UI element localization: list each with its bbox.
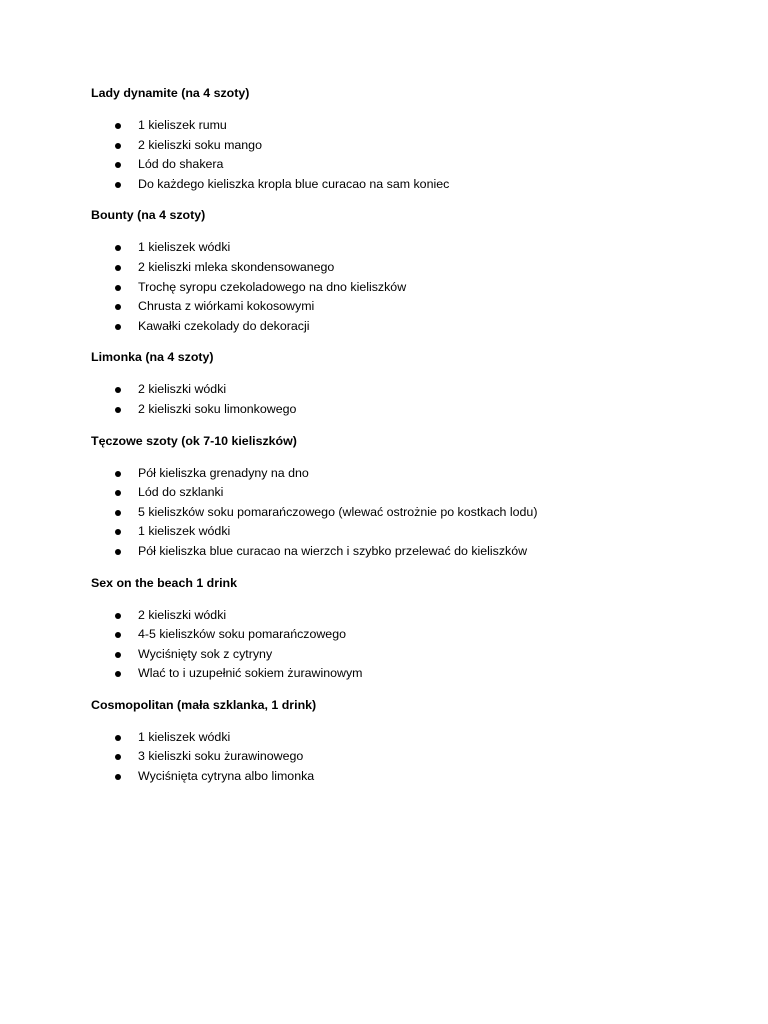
ingredient-text: Wyciśnięta cytryna albo limonka [138, 769, 315, 784]
ingredient-text: Do każdego kieliszka kropla blue curacao na sam koniec [138, 176, 450, 191]
bullet-icon [115, 613, 121, 619]
list-item [91, 645, 691, 665]
recipe-teczowe-szoty [91, 433, 691, 562]
bullet-icon [115, 162, 121, 168]
list-item [91, 116, 691, 136]
bullet-icon [115, 529, 121, 535]
list-item [91, 483, 691, 503]
bullet-icon [115, 285, 121, 291]
recipe-title: Cosmopolitan (mała szklanka, 1 drink) [91, 697, 317, 712]
ingredient-text: Pół kieliszka blue curacao na wierzch i szybko przelewać do kieliszków [138, 543, 528, 558]
ingredient-text: 1 kieliszek wódki [138, 729, 231, 744]
list-item [91, 400, 691, 420]
bullet-icon [115, 549, 121, 555]
bullet-icon [115, 632, 121, 638]
ingredient-text: 1 kieliszek wódki [138, 240, 231, 255]
bullet-icon [115, 774, 121, 780]
bullet-icon [115, 143, 121, 149]
bullet-icon [115, 471, 121, 477]
list-item [91, 503, 691, 523]
bullet-icon [115, 123, 121, 129]
list-item [91, 664, 691, 684]
ingredient-text: Pół kieliszka grenadyny na dno [138, 465, 309, 480]
ingredient-text: 2 kieliszki wódki [138, 382, 227, 397]
list-item [91, 522, 691, 542]
bullet-icon [115, 510, 121, 516]
ingredient-list [91, 464, 691, 562]
recipe-lady-dynamite [91, 85, 691, 194]
ingredient-text: Chrusta z wiórkami kokosowymi [138, 299, 315, 314]
bullet-icon [115, 671, 121, 677]
recipe-limonka [91, 349, 691, 419]
list-item [91, 464, 691, 484]
list-item [91, 625, 691, 645]
ingredient-text: 3 kieliszki soku żurawinowego [138, 749, 304, 764]
ingredient-text: 1 kieliszek rumu [138, 118, 227, 132]
list-item [91, 258, 691, 278]
list-item [91, 542, 691, 562]
bullet-icon [115, 407, 121, 413]
bullet-icon [115, 182, 121, 188]
bullet-icon [115, 324, 121, 330]
document-content [91, 85, 691, 800]
list-item [91, 175, 691, 195]
ingredient-list [91, 238, 691, 336]
ingredient-text: 2 kieliszki soku mango [138, 137, 262, 152]
bullet-icon [115, 754, 121, 760]
recipe-title: Limonka (na 4 szoty) [91, 350, 214, 365]
ingredient-text: Trochę syropu czekoladowego na dno kieliszków [138, 279, 407, 294]
list-item [91, 747, 691, 767]
ingredient-text: 1 kieliszek wódki [138, 524, 231, 539]
list-item [91, 278, 691, 298]
ingredient-text: Wlać to i uzupełnić sokiem żurawinowym [138, 666, 363, 681]
ingredient-list [91, 116, 691, 194]
ingredient-text: 4-5 kieliszków soku pomarańczowego [138, 627, 346, 642]
recipe-sex-on-the-beach [91, 575, 691, 684]
recipe-title: Lady dynamite (na 4 szoty) [91, 86, 250, 100]
ingredient-text: Lód do shakera [138, 157, 224, 172]
ingredient-list [91, 728, 691, 787]
bullet-icon [115, 490, 121, 496]
ingredient-list [91, 380, 691, 419]
bullet-icon [115, 735, 121, 741]
recipe-cosmopolitan [91, 697, 691, 787]
ingredient-text: Wyciśnięty sok z cytryny [138, 646, 273, 661]
ingredient-list [91, 606, 691, 684]
recipe-title: Sex on the beach 1 drink [91, 575, 237, 590]
bullet-icon [115, 652, 121, 658]
ingredient-text: 5 kieliszków soku pomarańczowego (wlewać ostrożnie po kostkach lodu) [138, 504, 538, 519]
list-item [91, 728, 691, 748]
list-item [91, 317, 691, 337]
ingredient-text: 2 kieliszki soku limonkowego [138, 401, 297, 416]
bullet-icon [115, 387, 121, 393]
list-item [91, 606, 691, 626]
list-item [91, 155, 691, 175]
bullet-icon [115, 245, 121, 251]
list-item [91, 767, 691, 787]
list-item [91, 238, 691, 258]
ingredient-text: 2 kieliszki wódki [138, 607, 227, 622]
ingredient-text: Lód do szklanki [138, 485, 224, 500]
list-item [91, 297, 691, 317]
recipe-title: Bounty (na 4 szoty) [91, 208, 206, 223]
bullet-icon [115, 265, 121, 271]
list-item [91, 136, 691, 156]
list-item [91, 380, 691, 400]
bullet-icon [115, 304, 121, 310]
recipe-bounty [91, 207, 691, 336]
recipe-title: Tęczowe szoty (ok 7-10 kieliszków) [91, 433, 297, 448]
ingredient-text: 2 kieliszki mleka skondensowanego [138, 259, 335, 274]
ingredient-text: Kawałki czekolady do dekoracji [138, 318, 310, 333]
